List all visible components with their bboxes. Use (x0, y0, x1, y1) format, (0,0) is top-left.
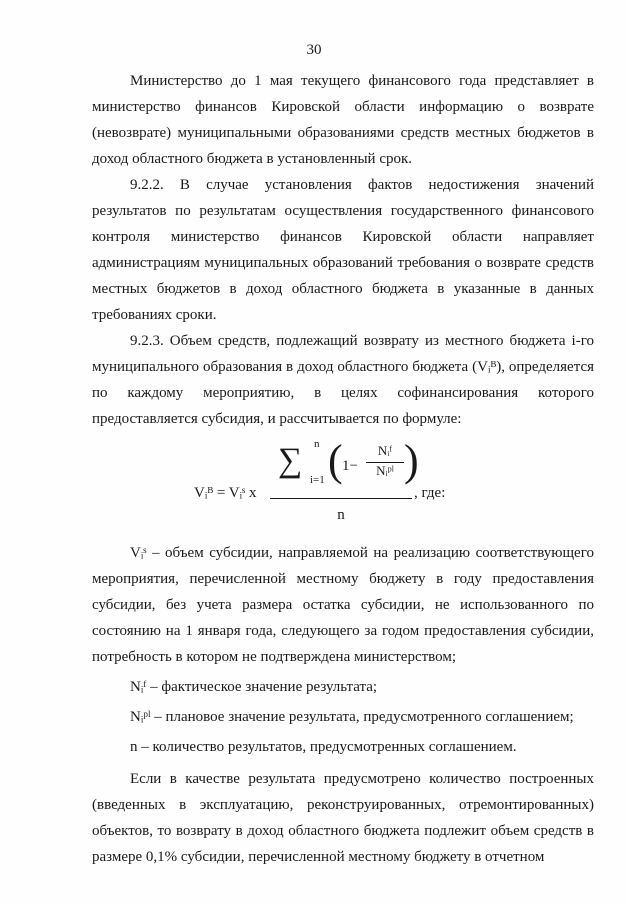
return-volume-formula (92, 436, 594, 536)
close-paren: ) (404, 436, 419, 485)
paragraph-ministry-info: Министерство до 1 мая текущего финансового года представляет в министерство финансов Кировской области информацию о возврате (невозврате) муниципальными образованиями средств местных бюджетов в доход областного бюджета в установленный срок. (92, 73, 594, 167)
one-minus: 1− (342, 458, 358, 474)
definition-nf: Nᵢᶠ – фактическое значение результата; (130, 679, 378, 695)
sum-upper-limit: n (314, 438, 320, 450)
page-number: 30 (306, 42, 322, 58)
formula-denominator: n (337, 507, 345, 523)
ratio-numerator: Nᵢᶠ (377, 443, 393, 458)
formula-lhs: Vᵢᴮ = Vᵢˢ x (194, 485, 257, 501)
sum-lower-limit: i=1 (310, 474, 325, 486)
main-fraction-bar (270, 498, 412, 499)
ratio-denominator: Nᵢᵖˡ (376, 463, 394, 478)
sum-symbol: ∑ (278, 442, 303, 479)
paragraph-9-2-3: 9.2.3. Объем средств, подлежащий возврату из местного бюджета i-го муниципального образования в доход областного бюджета (Vᵢᴮ), определяется по каждому мероприятию, в целях софинансирования которого предоставляется субсидия, и рассчитывается по формуле: (92, 333, 594, 427)
paragraph-9-2-2: 9.2.2. В случае установления фактов недостижения значений результатов по результатам осуществления государственного финансового контроля министерство финансов Кировской области направляет администрациям муниципальных образований требования о возврате средств местных бюджетов в доход областного бюджета в указанные в данных требованиях сроки. (92, 177, 594, 323)
definition-n: n – количество результатов, предусмотренных соглашением. (130, 739, 517, 755)
document-body (92, 68, 594, 870)
formula-where: , где: (414, 485, 446, 501)
paragraph-objects-return: Если в качестве результата предусмотрено количество построенных (введенных в эксплуатацию, реконструированных, отремонтированных) объектов, то возврату в доход областного бюджета подлежит объем средств в размере 0,1% субсидии, перечисленной местному бюджету в отчетном (92, 771, 594, 865)
open-paren: ( (328, 436, 343, 485)
definition-npl: Nᵢᵖˡ – плановое значение результата, предусмотренного соглашением; (130, 709, 574, 725)
definition-vs: Vᵢˢ – объем субсидии, направляемой на реализацию соответствующего мероприятия, перечисленной местному бюджету в году предоставления субсидии, без учета размера остатка субсидии, не использованного по состоянию на 1 января года, следующего за годом предоставления субсидии, потребность в котором не подтверждена министерством; (92, 545, 594, 665)
formula-numerator (278, 436, 419, 496)
